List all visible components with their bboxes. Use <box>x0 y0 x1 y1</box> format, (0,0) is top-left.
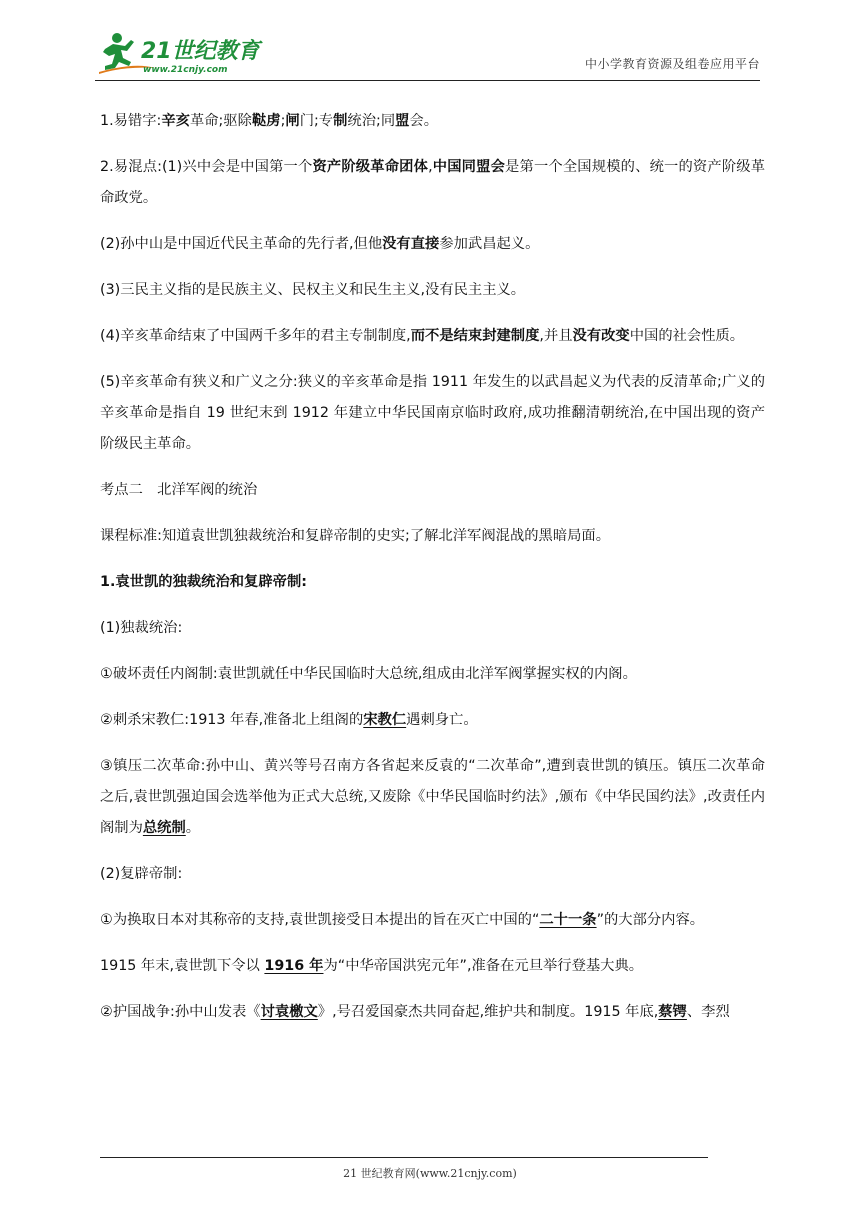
paragraph-l2 <box>100 152 765 214</box>
footer-text: 21 世纪教育网(www.21cnjy.com) <box>343 1167 517 1180</box>
text-run: 。 <box>185 820 201 836</box>
paragraph-l14 <box>100 859 765 890</box>
paragraph-l6 <box>100 367 765 460</box>
text-run: 课程标准:知道袁世凯独裁统治和复辟帝制的史实;了解北洋军阀混战的黑暗局面。 <box>100 528 611 544</box>
text-run: 宋教仁 <box>363 712 407 728</box>
paragraph-l9 <box>100 567 765 598</box>
text-run: 资产阶级革命团体 <box>312 159 429 175</box>
header-divider <box>95 80 760 81</box>
footer-divider <box>100 1157 708 1158</box>
text-run: 中国同盟会 <box>432 159 506 175</box>
text-run: 》,号召爱国豪杰共同奋起,维护共和制度。1915 年底, <box>317 1004 659 1020</box>
paragraph-l1 <box>100 106 765 137</box>
text-run: 二十一条 <box>539 912 597 928</box>
text-run: ①为换取日本对其称帝的支持,袁世凯接受日本提出的旨在灭亡中国的“ <box>100 912 540 928</box>
logo <box>95 32 265 76</box>
text-run: 1915 年末,袁世凯下令以 <box>100 958 265 974</box>
text-run: (3)三民主义指的是民族主义、民权主义和民生主义,没有民主主义。 <box>100 282 526 298</box>
logo-main-text: 21世纪教育 <box>141 39 260 64</box>
text-run: 1916 年 <box>264 958 324 974</box>
text-run: , <box>428 159 433 175</box>
text-run: 盟 <box>395 113 410 129</box>
text-run: 总统制 <box>142 820 186 836</box>
logo-url-text: www.21cnjy.com <box>143 65 228 75</box>
paragraph-l11 <box>100 659 765 690</box>
text-run: 讨袁檄文 <box>260 1004 318 1020</box>
paragraph-l15 <box>100 905 765 936</box>
text-run: ”的大部分内容。 <box>596 912 705 928</box>
text-run: 而不是结束封建制度 <box>410 328 540 344</box>
text-run: (2)复辟帝制: <box>100 866 183 882</box>
paragraph-l13 <box>100 751 765 844</box>
paragraph-l16 <box>100 951 765 982</box>
paragraph-l4 <box>100 275 765 306</box>
text-run: 门;专 <box>299 113 334 129</box>
text-run: 制 <box>333 113 348 129</box>
platform-name: 中小学教育资源及组卷应用平台 <box>584 57 760 71</box>
text-run: 、李烈 <box>686 1004 730 1020</box>
text-run: 没有直接 <box>382 236 440 252</box>
paragraph-l10 <box>100 613 765 644</box>
text-run: 参加武昌起义。 <box>439 236 540 252</box>
document-body <box>100 106 765 1028</box>
text-run: ②刺杀宋教仁:1913 年春,准备北上组阁的 <box>100 712 364 728</box>
text-run: 没有改变 <box>572 328 630 344</box>
page-header <box>95 28 760 80</box>
text-run: 2.易混点:(1)兴中会是中国第一个 <box>100 159 313 175</box>
text-run: 1.易错字: <box>100 113 162 129</box>
text-run: 为“中华帝国洪宪元年”,准备在元旦举行登基大典。 <box>323 958 644 974</box>
paragraph-l7 <box>100 475 765 506</box>
text-run: ②护国战争:孙中山发表《 <box>100 1004 261 1020</box>
text-run: (4)辛亥革命结束了中国两千多年的君主专制制度, <box>100 328 411 344</box>
text-run: 统治;同 <box>347 113 396 129</box>
paragraph-l12 <box>100 705 765 736</box>
text-run: 遇刺身亡。 <box>406 712 478 728</box>
text-run: ③镇压二次革命:孙中山、黄兴等号召南方各省起来反袁的“二次革命”,遭到袁世凯的镇压。镇压二次革命之后,袁世凯强迫国会选举他为正式大总统,又废除《中华民国临时约法》,颁布《中华民国约法》,改责任内阁制为 <box>100 758 765 836</box>
text-run: 革命;驱除 <box>189 113 252 129</box>
text-run: 蔡锷 <box>658 1004 687 1020</box>
text-run: 辛亥 <box>161 113 190 129</box>
text-run: (5)辛亥革命有狭义和广义之分:狭义的辛亥革命是指 1911 年发生的以武昌起义为代表的反清革命;广义的辛亥革命是指自 19 世纪末到 1912 年建立中华民国南京临时政府,成功推翻清朝统治,在中国出现的资产阶级民主革命。 <box>100 374 765 452</box>
text-run: ,并且 <box>539 328 573 344</box>
text-run: (1)独裁统治: <box>100 620 183 636</box>
text-run: 鞑虏 <box>251 113 281 129</box>
text-run: 是第一个全国规模的、统一的资产阶级革命政党。 <box>100 159 766 206</box>
text-run: 中国的社会性质。 <box>629 328 745 344</box>
paragraph-l5 <box>100 321 765 352</box>
runner-icon <box>103 40 134 70</box>
paragraph-l17 <box>100 997 765 1028</box>
text-run: 会。 <box>409 113 439 129</box>
paragraph-l3 <box>100 229 765 260</box>
text-run: 1.袁世凯的独裁统治和复辟帝制: <box>100 574 307 590</box>
runner-head-icon <box>112 33 122 43</box>
paragraph-l8 <box>100 521 765 552</box>
text-run: ①破坏责任内阁制:袁世凯就任中华民国临时大总统,组成由北洋军阀掌握实权的内阁。 <box>100 666 637 682</box>
text-run: (2)孙中山是中国近代民主革命的先行者,但他 <box>100 236 383 252</box>
text-run: 考点二 北洋军阀的统治 <box>100 482 258 498</box>
text-run: 闸 <box>285 113 300 129</box>
text-run: ; <box>280 113 286 129</box>
